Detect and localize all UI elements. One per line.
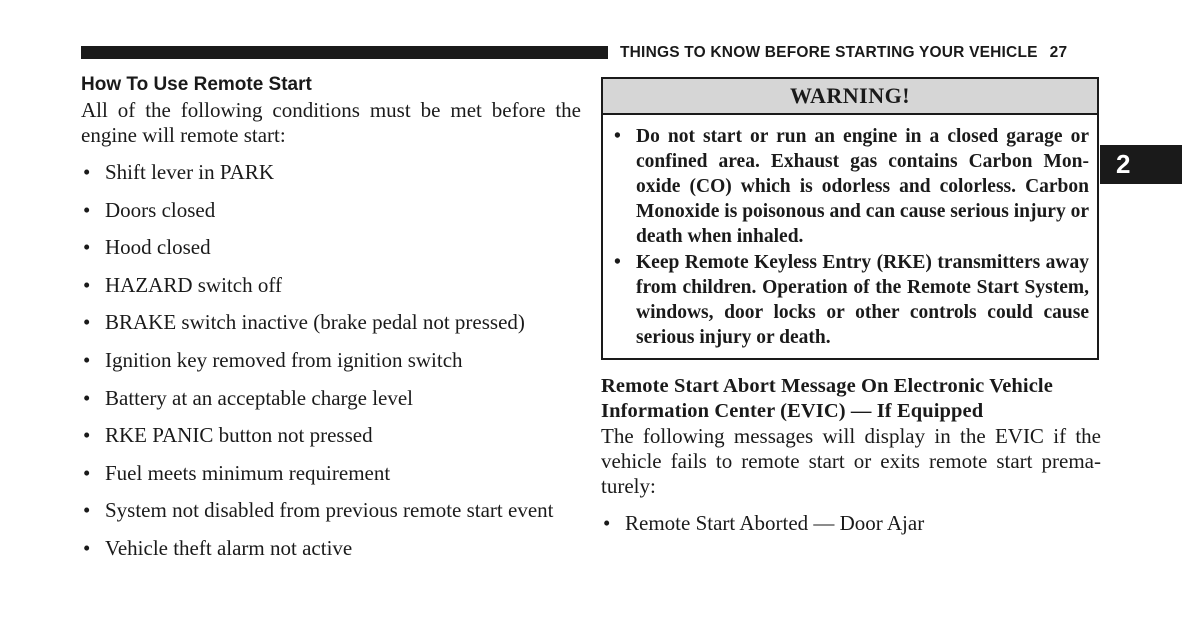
bullet-icon: • [83, 310, 91, 335]
warning-item-text: Do not start or run an engine in a closed garage or confined area. Exhaust gas contains Carbon Monoxide (CO) which is odorless and colorless. Carbon Monoxide is poisonous and can cause serious injury or death when inhaled. [636, 126, 1089, 247]
bullet-icon: • [614, 252, 621, 273]
running-header [620, 44, 1067, 62]
header-rule [81, 46, 608, 59]
bullet-icon: • [83, 385, 91, 410]
list-item-text: Ignition key removed from ignition switch [105, 347, 463, 372]
warning-list [603, 115, 1097, 350]
bullet-icon: • [83, 347, 91, 372]
list-item [81, 348, 581, 373]
list-item [81, 498, 581, 523]
bullet-icon: • [614, 126, 621, 147]
list-item-text: Remote Start Aborted — Door Ajar [625, 511, 925, 535]
list-item [81, 160, 581, 185]
bullet-icon: • [83, 498, 91, 523]
warning-title: WARNING! [603, 79, 1097, 115]
warning-box [601, 77, 1099, 360]
list-item-text: Shift lever in PARK [105, 160, 274, 184]
list-item-text: BRAKE switch inactive (brake pedal not pressed) [105, 310, 525, 335]
list-item [81, 310, 581, 335]
section-heading: How To Use Remote Start [81, 74, 312, 95]
header-title: THINGS TO KNOW BEFORE STARTING YOUR VEHICLE [620, 44, 1038, 61]
list-item-text: HAZARD switch off [105, 272, 282, 297]
bullet-icon: • [83, 235, 91, 260]
list-item [81, 536, 581, 561]
list-item [81, 386, 581, 411]
chapter-tab: 2 [1100, 145, 1182, 184]
list-item-text: Battery at an acceptable charge level [105, 385, 414, 410]
bullet-icon: • [83, 197, 91, 222]
list-item-text: Vehicle theft alarm not active [105, 535, 353, 560]
list-item [81, 423, 581, 448]
list-item [81, 273, 581, 298]
list-item-text: Doors closed [105, 197, 216, 222]
bullet-icon: • [83, 460, 91, 485]
bullet-icon: • [83, 272, 91, 297]
intro-paragraph: All of the following conditions must be met before the engine will remote start: [81, 98, 581, 147]
list-item-text: Hood closed [105, 235, 211, 260]
list-item-text: RKE PANIC button not pressed [105, 423, 373, 448]
bullet-icon: • [83, 160, 91, 184]
list-item-text: System not disabled from previous remote start event [105, 498, 554, 523]
bullet-icon: • [603, 511, 611, 535]
warning-item [613, 124, 1089, 249]
list-item-text: Fuel meets minimum requirement [105, 460, 391, 485]
subsection-heading: Remote Start Abort Message On Electronic Vehicle Information Center (EVIC) — If Equipped [601, 375, 1053, 422]
warning-item [613, 250, 1089, 350]
page-number: 27 [1049, 44, 1068, 61]
evic-paragraph: The following messages will display in the EVIC if the vehicle fails to remote start or exits remote start prematurely: [601, 424, 1101, 498]
list-item [81, 461, 581, 486]
list-item [601, 511, 1101, 536]
warning-item-text: Keep Remote Keyless Entry (RKE) transmitters away from children. Operation of the Remote Start System, windows, door locks or other controls could cause serious injury or death. [636, 252, 1089, 348]
right-column [601, 374, 1101, 536]
bullet-icon: • [83, 423, 91, 448]
messages-list [601, 511, 1101, 536]
left-column [81, 72, 581, 574]
list-item [81, 198, 581, 223]
bullet-icon: • [83, 535, 91, 560]
list-item [81, 235, 581, 260]
conditions-list [81, 160, 581, 561]
